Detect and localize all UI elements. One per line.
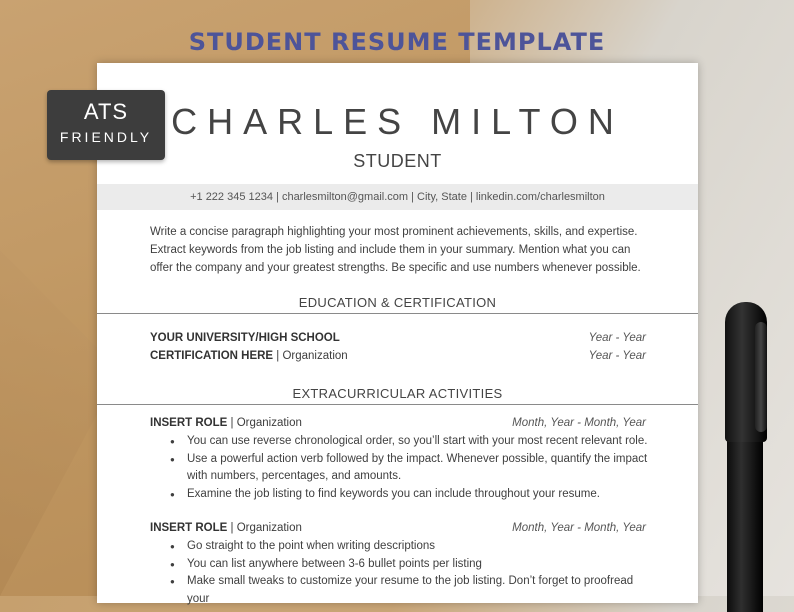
page-title: STUDENT RESUME TEMPLATE (188, 28, 606, 56)
resume-name: CHARLES MILTON (171, 101, 624, 142)
badge-line2: FRIENDLY (59, 129, 153, 145)
education-row (150, 332, 646, 344)
activity-header (150, 417, 646, 429)
pen-clip (755, 322, 767, 432)
contact-bar: +1 222 345 1234 | charlesmilton@gmail.com | City, State | linkedin.com/charlesmilton (97, 184, 698, 210)
education-label: YOUR UNIVERSITY/HIGH SCHOOL (150, 332, 340, 344)
summary-paragraph: Write a concise paragraph highlighting your most prominent achievements, skills, and expertise. Extract keywords from the job listing and include them in your summary. Mention what you can offer the company and your greatest strengths. Be specific and use numbers whenever possible. (150, 226, 641, 274)
pen-body (727, 440, 763, 612)
activity-bullets (170, 538, 650, 608)
education-row (150, 350, 646, 362)
resume-page (97, 63, 698, 603)
activity-role: INSERT ROLE (150, 522, 228, 534)
section-title-extracurricular: EXTRACURRICULAR ACTIVITIES (292, 386, 503, 401)
activity-date: Month, Year - Month, Year (512, 522, 646, 534)
education-date: Year - Year (588, 350, 646, 362)
bullet-item: ● Make small tweaks to customize your resume to the job listing. Don’t forget to proofread your (170, 573, 650, 608)
resume-role: STUDENT (353, 151, 442, 171)
activity-role: INSERT ROLE (150, 417, 228, 429)
ats-friendly-badge (47, 90, 165, 160)
activity-date: Month, Year - Month, Year (512, 417, 646, 429)
activity-org: | Organization (227, 417, 302, 429)
bullet-item: ● Use a powerful action verb followed by the impact. Whenever possible, quantify the impact with numbers, percentages, and amounts. (170, 451, 650, 486)
bullet-item: ● Examine the job listing to find keywords you can include throughout your resume. (170, 486, 650, 504)
pen (725, 302, 767, 612)
education-date: Year - Year (588, 332, 646, 344)
activity-org: | Organization (227, 522, 302, 534)
bullet-item: ● Go straight to the point when writing descriptions (170, 538, 650, 556)
bullet-item: ● You can use reverse chronological order, so you’ll start with your most recent relevant role. (170, 433, 650, 451)
education-label: CERTIFICATION HERE (150, 350, 274, 362)
activity-header (150, 522, 646, 534)
badge-line1: ATS (83, 99, 129, 124)
bullet-item: ● You can list anywhere between 3-6 bullet points per listing (170, 556, 650, 574)
education-org: | Organization (273, 350, 348, 362)
section-divider (97, 313, 698, 314)
section-title-education: EDUCATION & CERTIFICATION (298, 295, 497, 310)
activity-bullets (170, 433, 650, 503)
section-divider (97, 404, 698, 405)
